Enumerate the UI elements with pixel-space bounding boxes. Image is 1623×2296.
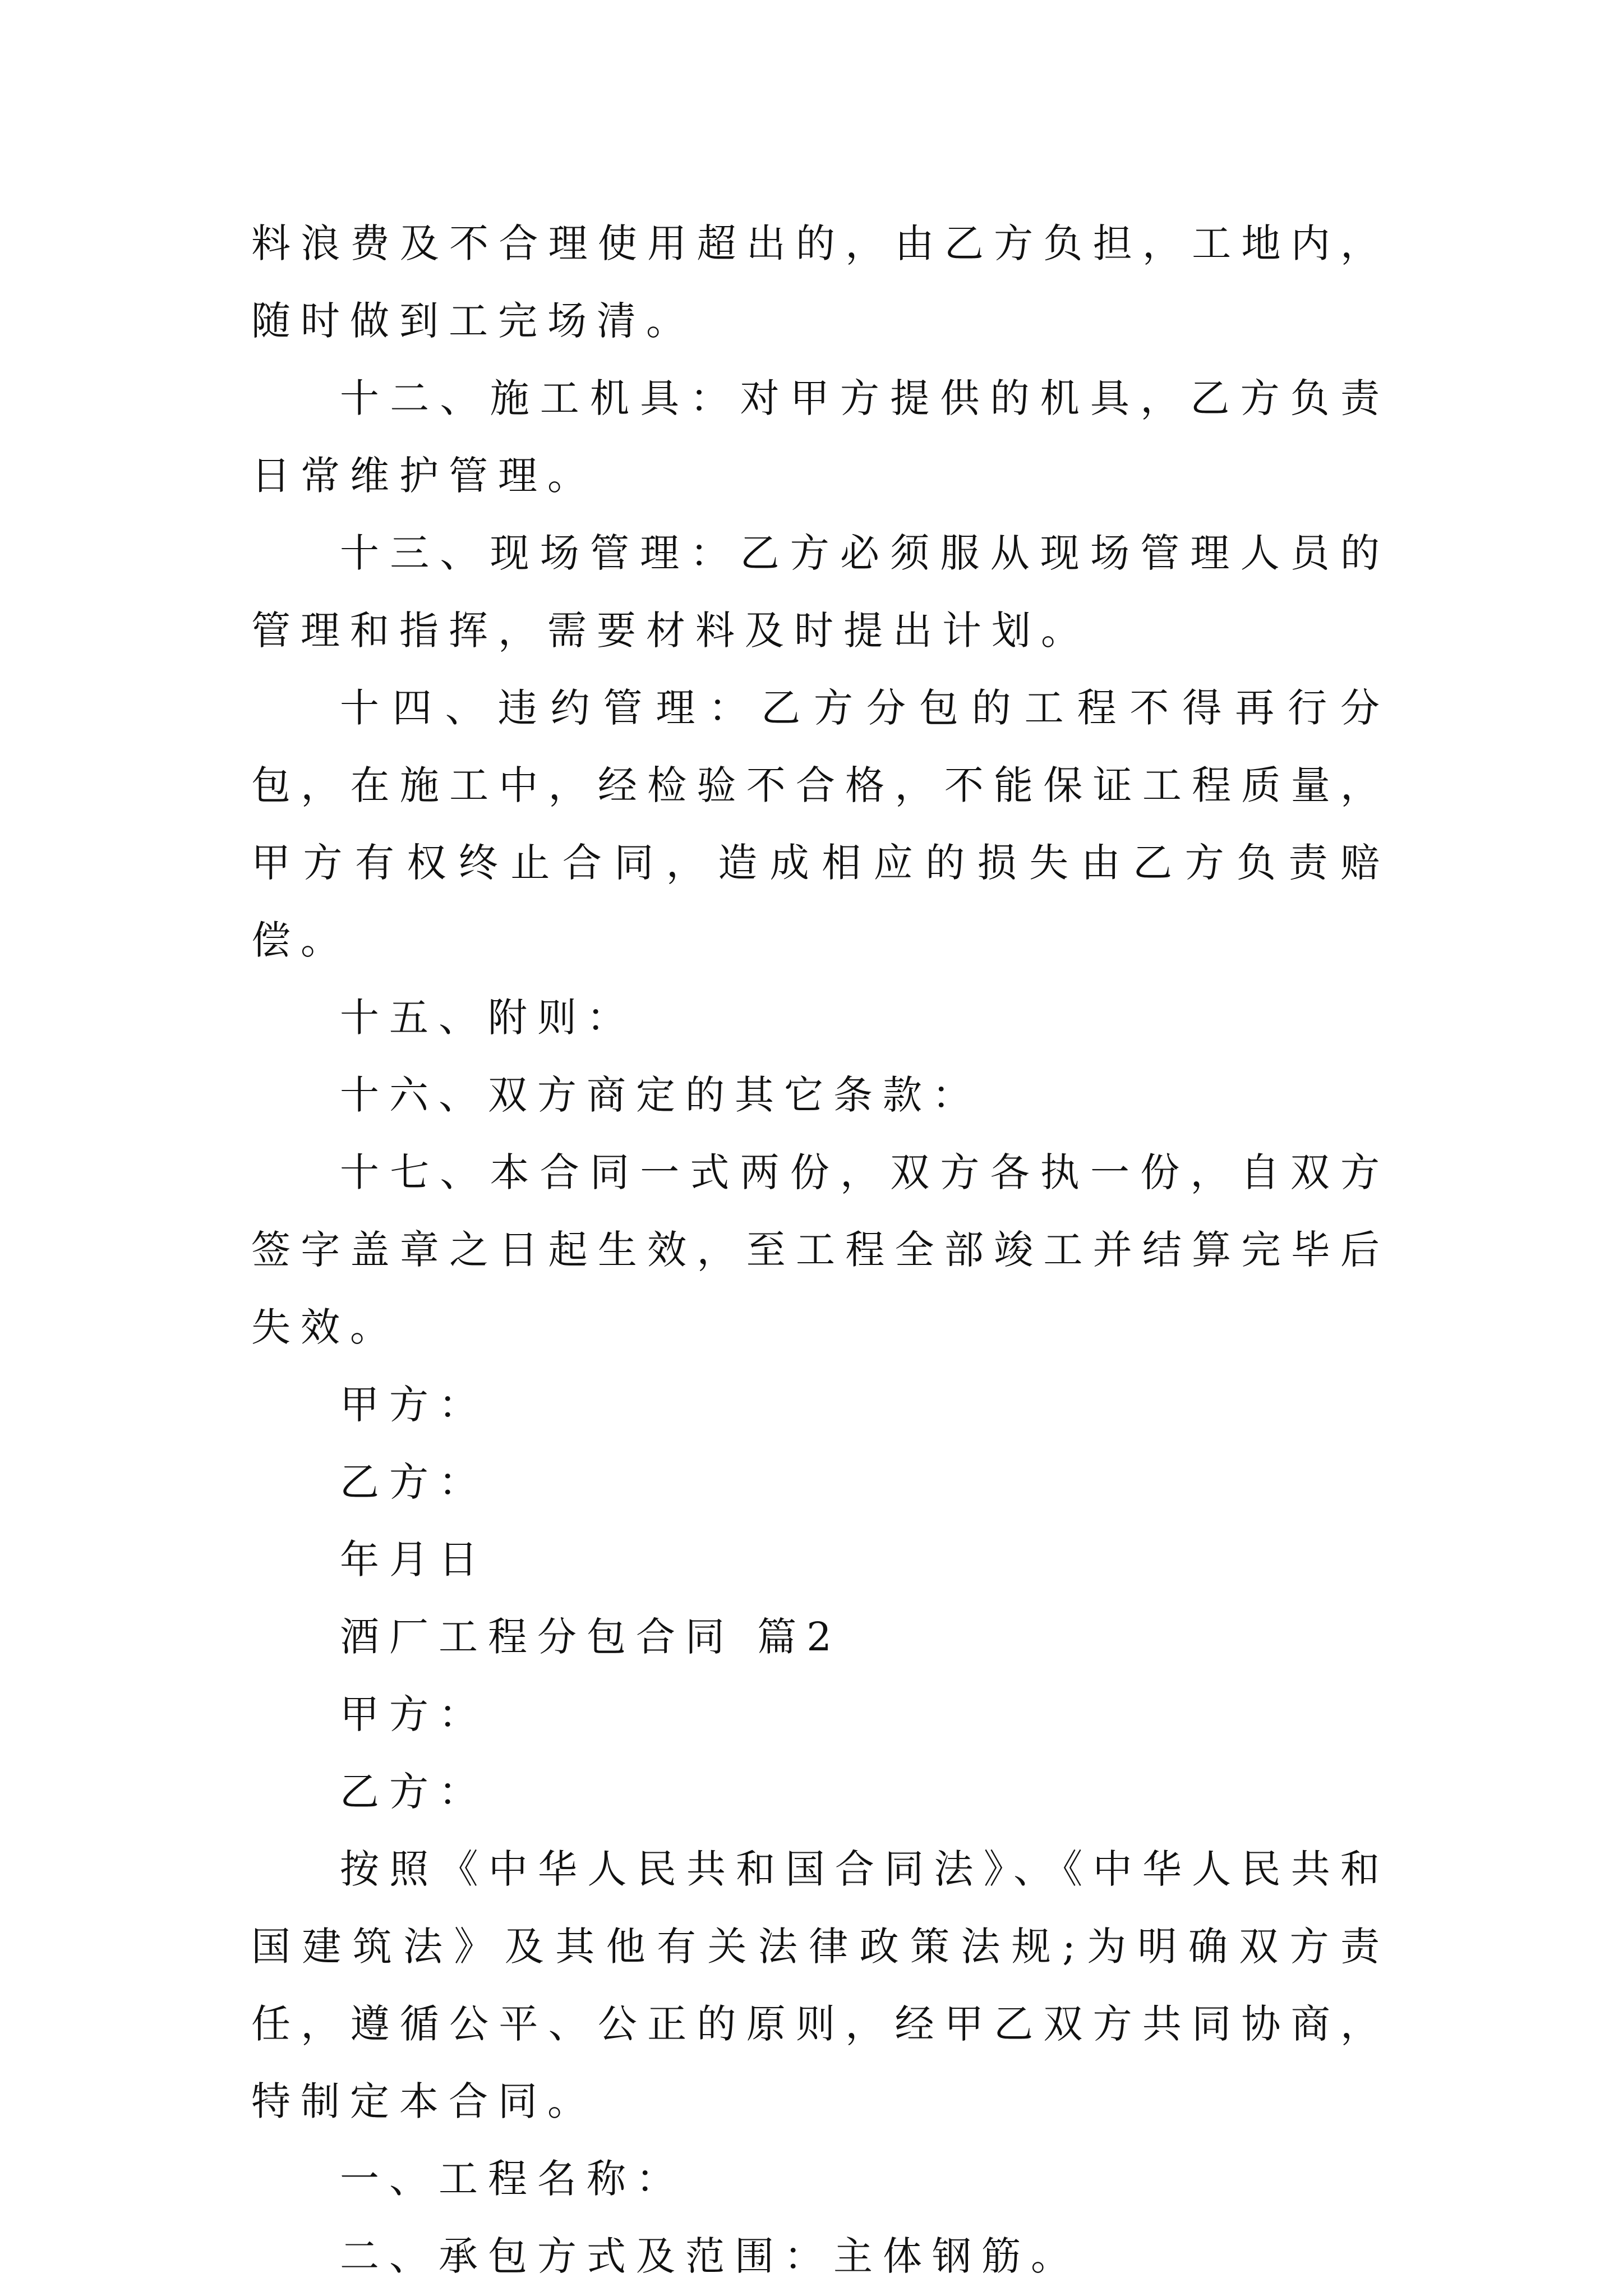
paragraph-clause-16: 十六、双方商定的其它条款： [340, 1072, 981, 1118]
paragraph-clause-13: 十三、现场管理：乙方必须服从现场管理人员的管理和指挥，需要材料及时提出计划。 [251, 530, 1390, 654]
paragraph-preamble: 按照《中华人民共和国合同法》、《中华人民共和国建筑法》及其他有关法律政策法规;为明确双方责任，遵循公平、公正的原则，经甲乙双方共同协商，特制定本合同。 [251, 1846, 1390, 2124]
party-a-line: 甲方： [340, 1382, 488, 1428]
paragraph-clause-12: 十二、施工机具：对甲方提供的机具，乙方负责日常维护管理。 [251, 375, 1390, 499]
date-line: 年月日 [340, 1536, 488, 1582]
paragraph-clause-14: 十四、违约管理：乙方分包的工程不得再行分包，在施工中，经检验不合格，不能保证工程质量，甲方有权终止合同，造成相应的损失由乙方负责赔偿。 [251, 685, 1390, 963]
paragraph-clause-17: 十七、本合同一式两份，双方各执一份，自双方签字盖章之日起生效，至工程全部竣工并结算完毕后失效。 [251, 1149, 1390, 1350]
paragraph-clause-1: 一、工程名称： [340, 2156, 685, 2202]
section-title: 酒厂工程分包合同 篇2 [340, 1614, 842, 1660]
party-a-line-2: 甲方： [340, 1691, 488, 1737]
paragraph-continuation: 料浪费及不合理使用超出的，由乙方负担，工地内，随时做到工完场清。 [251, 220, 1390, 344]
party-b-line-2: 乙方： [340, 1769, 488, 1815]
paragraph-clause-15: 十五、附则： [340, 995, 636, 1041]
party-b-line: 乙方： [340, 1459, 488, 1505]
paragraph-clause-2: 二、承包方式及范围：主体钢筋。 [340, 2233, 1080, 2279]
document-body [251, 205, 1390, 2295]
